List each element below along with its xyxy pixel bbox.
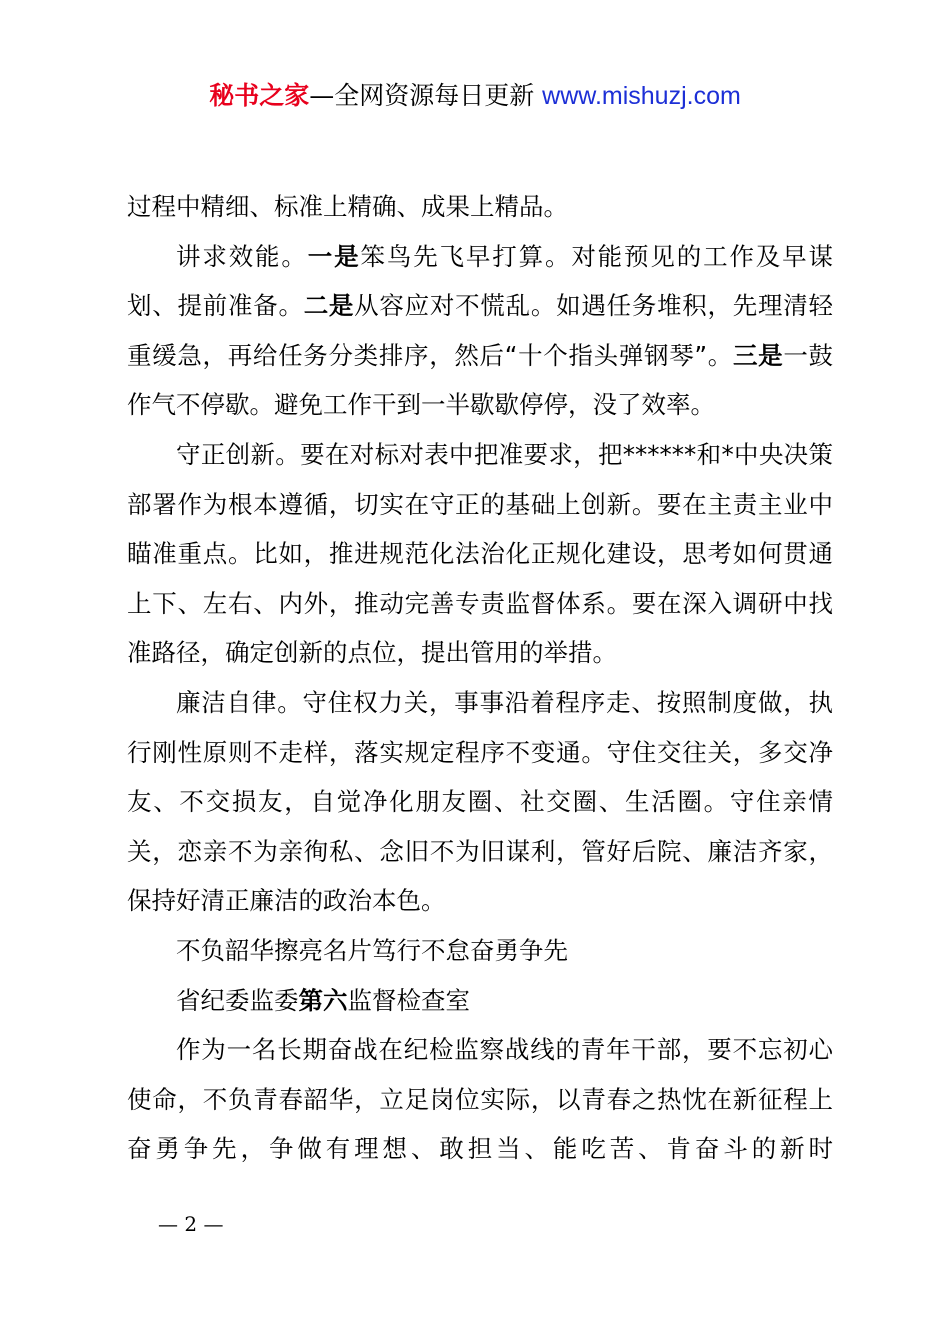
author-text: 监督检查室 [347,985,470,1015]
paragraph-text: 守正创新。要在对标对表中把准要求，把******和*中央决策部署作为根本遵循，切实在守正的基础上创新。要在主责主业中瞄准重点。比如，推进规范化法治化正规化建设，思考如何贯通上下、左右、内外，推动完善专责监督体系。要在深入调研中找准路径，确定创新的点位，提出管用的举措。 [127,439,833,668]
document-body [127,182,833,1174]
author-text: 省纪委监委 [176,985,299,1015]
paragraph-text: 讲求效能。 [176,241,308,271]
paragraph-text: 作为一名长期奋战在纪检监察战线的青年干部，要不忘初心使命，不负青春韶华，立足岗位实际，以青春之热忱在新征程上奋勇争先，争做有理想、敢担当、能吃苦、肯奋斗的新时 [127,1035,833,1164]
paragraph-continuation [127,182,833,232]
site-header [0,80,950,112]
bold-marker: 第六 [298,985,348,1015]
site-url-link[interactable]: www.mishuzj.com [542,82,741,110]
bold-marker: 三是 [732,340,784,370]
paragraph-text: 笨鸟先飞早打算。对能预见的工作及早谋划、提前准备。 [127,241,834,321]
brand-name: 秘书之家 [209,81,310,110]
bold-marker: 一是 [307,241,361,271]
paragraph-text: 过程中精细、标准上精确、成果上精品。 [127,192,568,221]
section-author [127,976,833,1026]
section-title [127,926,833,976]
paragraph-efficiency [127,232,833,430]
paragraph-text: 从容应对不慌乱。如遇任务堆积，先理清轻重缓急，再给任务分类排序，然后“十个指头弹钢琴”。 [127,291,834,370]
section-title-text: 不负韶华擦亮名片笃行不怠奋勇争先 [176,935,568,965]
paragraph-integrity [127,678,833,926]
paragraph-text: 一鼓作气不停歇。避免工作干到一半歇歇停停，没了效率。 [127,340,834,420]
paragraph-innovation [127,430,833,678]
header-tagline: —全网资源每日更新 [309,81,543,110]
paragraph-text: 廉洁自律。守住权力关，事事沿着程序走、按照制度做，执行刚性原则不走样，落实规定程序不变通。守住交往关，多交净友、不交损友，自觉净化朋友圈、社交圈、生活圈。守住亲情关，恋亲不为亲徇私、念旧不为旧谋利，管好后院、廉洁齐家，保持好清正廉洁的政治本色。 [127,687,833,916]
bold-marker: 二是 [303,291,355,321]
page-number: — 2 — [158,1212,224,1236]
paragraph-youth [127,1025,833,1174]
